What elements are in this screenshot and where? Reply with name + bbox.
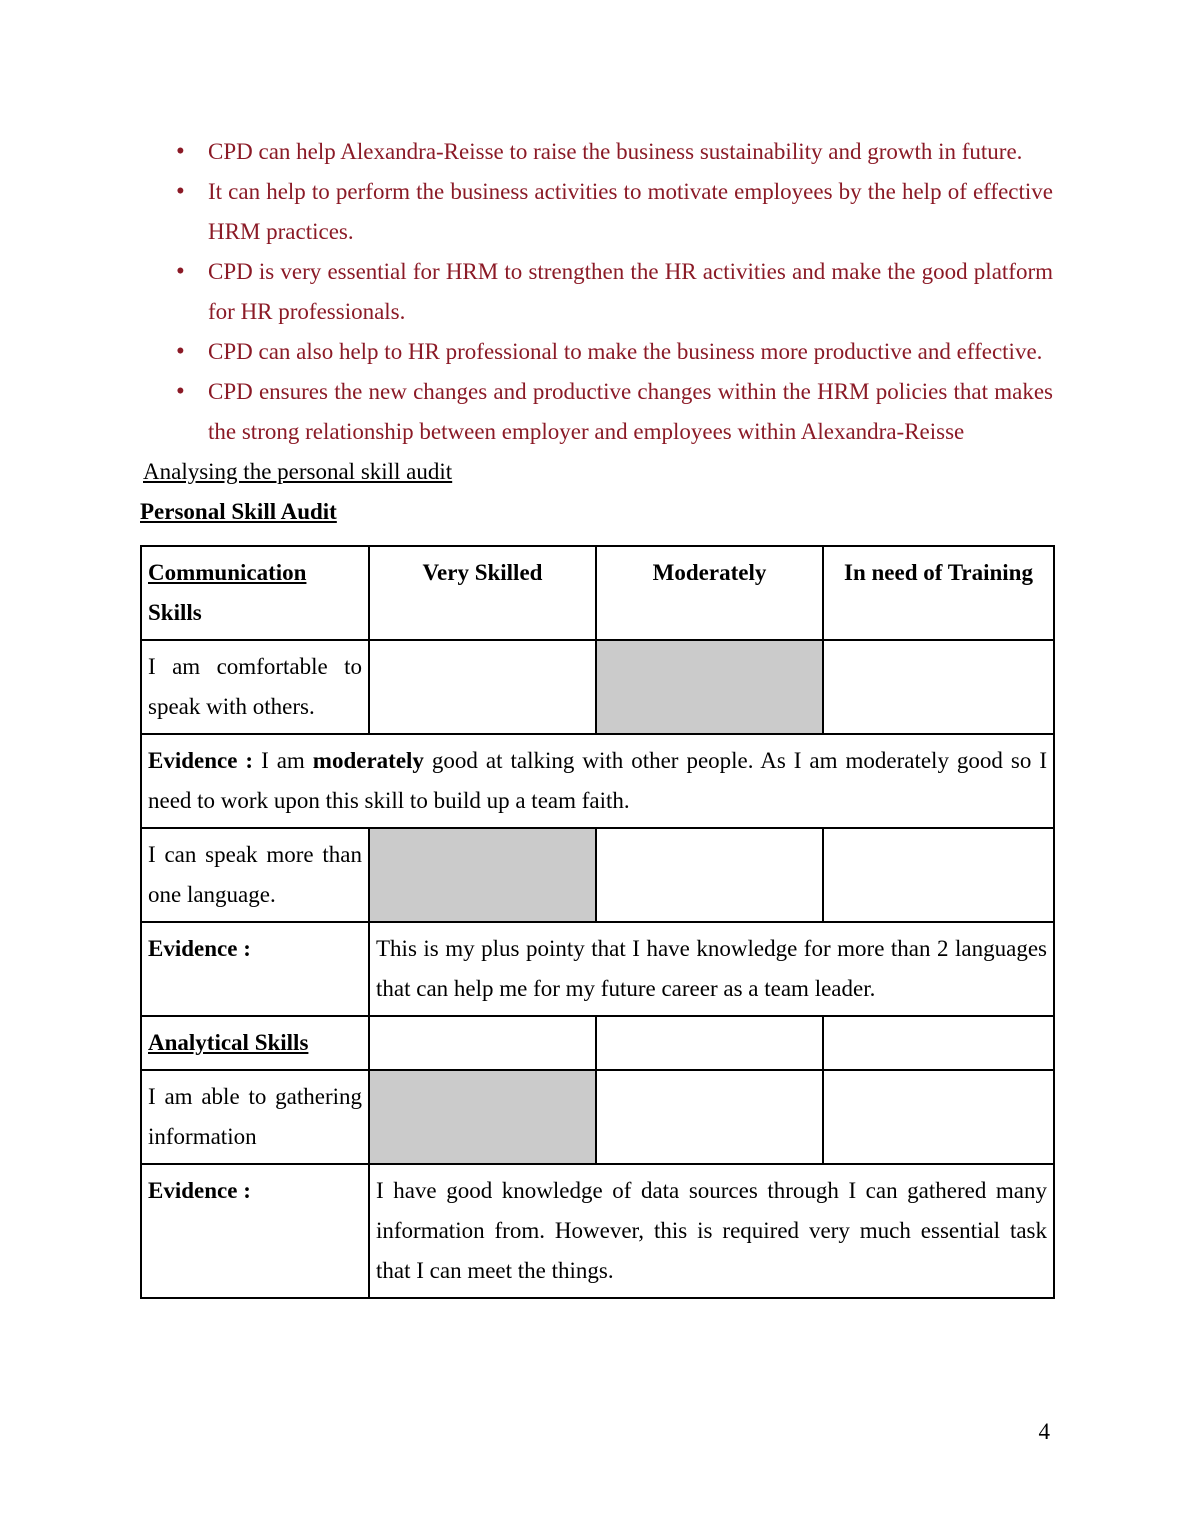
- evidence-row-2: [141, 922, 1054, 1016]
- rating-cell-very-skilled-selected: [369, 1070, 596, 1164]
- section-heading: Analysing the personal skill audit: [143, 459, 453, 484]
- personal-skill-audit-table: [140, 545, 1055, 1299]
- evidence-cell-1: Evidence : I am moderately good at talking with other people. As I am moderately good so I need to work upon this skill to build up a team faith.: [141, 734, 1054, 828]
- section-row-analytical-skills: [141, 1016, 1054, 1070]
- page-number: 4: [1038, 1419, 1050, 1444]
- bullet-item: • It can help to perform the business activities to motivate employees by the help of effective HRM practices.: [140, 172, 1053, 252]
- rating-cell-empty: [823, 828, 1054, 922]
- document-content: [140, 132, 1053, 1299]
- evidence-label-3: Evidence :: [141, 1164, 369, 1298]
- header-very-skilled: Very Skilled: [369, 546, 596, 640]
- table-title: Personal Skill Audit: [140, 499, 337, 524]
- header-communication-line1: Communication: [148, 560, 307, 585]
- skill-row-gathering-information: [141, 1070, 1054, 1164]
- rating-cell-empty: [823, 1016, 1054, 1070]
- evidence-cell-3: I have good knowledge of data sources through I can gathered many information from. However, this is required very much essential task that I can meet the things.: [369, 1164, 1054, 1298]
- rating-cell-empty: [823, 1070, 1054, 1164]
- skill-row-speak-with-others: [141, 640, 1054, 734]
- cpd-bullet-list: [140, 132, 1053, 452]
- header-in-need-of-training: In need of Training: [823, 546, 1054, 640]
- rating-cell-very-skilled-selected: [369, 828, 596, 922]
- evidence-row-3: [141, 1164, 1054, 1298]
- evidence-row-1: [141, 734, 1054, 828]
- header-moderately: Moderately: [596, 546, 823, 640]
- bullet-item: • CPD can also help to HR professional to make the business more productive and effective.: [140, 332, 1053, 372]
- section-cell-analytical-skills: Analytical Skills: [141, 1016, 369, 1070]
- bullet-item: • CPD ensures the new changes and productive changes within the HRM policies that makes the strong relationship between employer and employees within Alexandra-Reisse: [140, 372, 1053, 452]
- header-communication-skills: [141, 546, 369, 640]
- evidence-cell-2: This is my plus pointy that I have knowledge for more than 2 languages that can help me for my future career as a team leader.: [369, 922, 1054, 1016]
- header-communication-line2: Skills: [148, 600, 202, 625]
- bullet-item: • CPD can help Alexandra-Reisse to raise the business sustainability and growth in future.: [140, 132, 1053, 172]
- skill-cell-languages: I can speak more than one language.: [141, 828, 369, 922]
- table-header-row: [141, 546, 1054, 640]
- rating-cell-empty: [369, 1016, 596, 1070]
- rating-cell-empty: [596, 1070, 823, 1164]
- rating-cell-empty: [823, 640, 1054, 734]
- evidence-label-2: Evidence :: [141, 922, 369, 1016]
- rating-cell-empty: [596, 1016, 823, 1070]
- rating-cell-moderately-selected: [596, 640, 823, 734]
- skill-cell-gathering-information: I am able to gathering information: [141, 1070, 369, 1164]
- rating-cell-empty: [369, 640, 596, 734]
- rating-cell-empty: [596, 828, 823, 922]
- skill-cell-speak-with-others: I am comfortable to speak with others.: [141, 640, 369, 734]
- skill-row-languages: [141, 828, 1054, 922]
- bullet-item: • CPD is very essential for HRM to strengthen the HR activities and make the good platform for HR professionals.: [140, 252, 1053, 332]
